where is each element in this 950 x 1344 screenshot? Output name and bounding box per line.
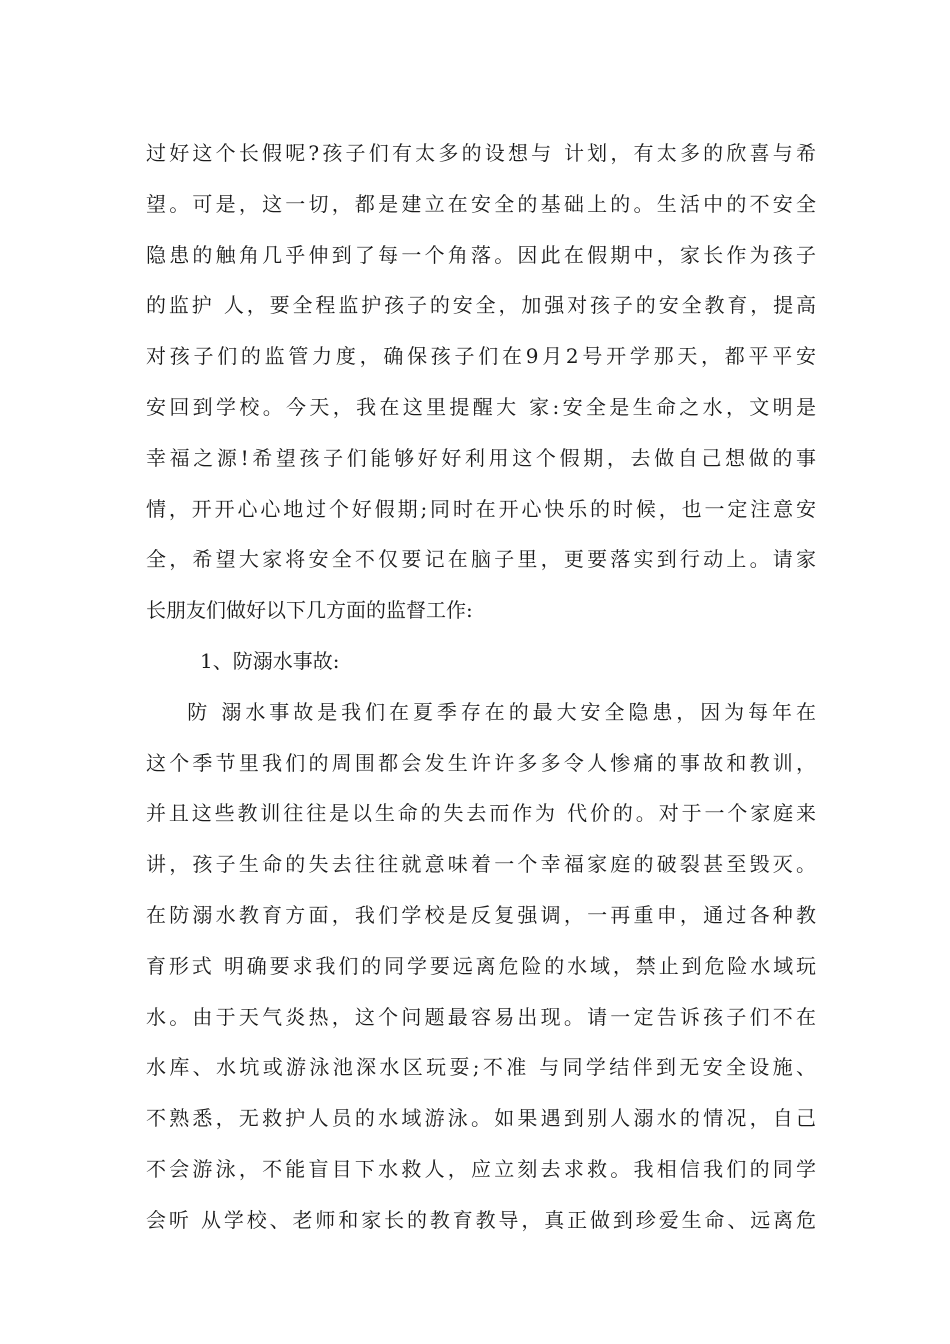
text-line: 这个季节里我们的周围都会发生许许多多令人惨痛的事故和教训， (146, 750, 816, 775)
text-line: 不熟悉，无救护人员的水域游泳。如果遇到别人溺水的情况，自己 (146, 1106, 816, 1131)
text-line: 水。由于天气炎热，这个问题最容易出现。请一定告诉孩子们不在 (146, 1004, 816, 1029)
text-line: 全，希望大家将安全不仅要记在脑子里，更要落实到行动上。请家 (146, 547, 816, 572)
section-heading: 1、防溺水事故: (200, 648, 340, 673)
paragraph-intro (146, 128, 816, 636)
text-line: 过好这个长假呢?孩子们有太多的设想与 计划，有太多的欣喜与希 (146, 141, 816, 165)
paragraph-drowning (146, 687, 816, 1246)
text-line: 幸福之源!希望孩子们能够好好利用这个假期，去做自己想做的事 (146, 445, 816, 470)
text-line: 的监护 人，要全程监护孩子的安全，加强对孩子的安全教育，提高 (146, 293, 816, 318)
text-line: 水库、水坑或游泳池深水区玩耍;不准 与同学结伴到无安全设施、 (146, 1055, 816, 1080)
document-body (146, 128, 816, 1246)
text-line: 望。可是，这一切，都是建立在安全的基础上的。生活中的不安全 (146, 191, 816, 216)
text-line: 隐患的触角几乎伸到了每一个角落。因此在假期中，家长作为孩子 (146, 242, 816, 267)
text-line: 防 溺水事故是我们在夏季存在的最大安全隐患，因为每年在 (146, 699, 816, 724)
text-line: 育形式 明确要求我们的同学要远离危险的水域，禁止到危险水域玩 (146, 953, 816, 978)
text-line: 情，开开心心地过个好假期;同时在开心快乐的时候，也一定注意安 (146, 496, 816, 521)
text-line: 不会游泳，不能盲目下水救人，应立刻去求救。我相信我们的同学 (146, 1156, 816, 1181)
text-line: 讲，孩子生命的失去往往就意味着一个幸福家庭的破裂甚至毁灭。 (146, 852, 816, 877)
text-line: 长朋友们做好以下几方面的监督工作: (146, 598, 473, 623)
text-line: 安回到学校。今天，我在这里提醒大 家:安全是生命之水，文明是 (146, 394, 816, 419)
text-line: 对孩子们的监管力度，确保孩子们在9月2号开学那天，都平平安 (146, 344, 816, 369)
text-line: 会听 从学校、老师和家长的教育教导，真正做到珍爱生命、远离危 (146, 1207, 816, 1232)
text-line: 在防溺水教育方面，我们学校是反复强调，一再重申，通过各种教 (146, 902, 816, 927)
text-line: 并且这些教训往往是以生命的失去而作为 代价的。对于一个家庭来 (146, 801, 816, 826)
